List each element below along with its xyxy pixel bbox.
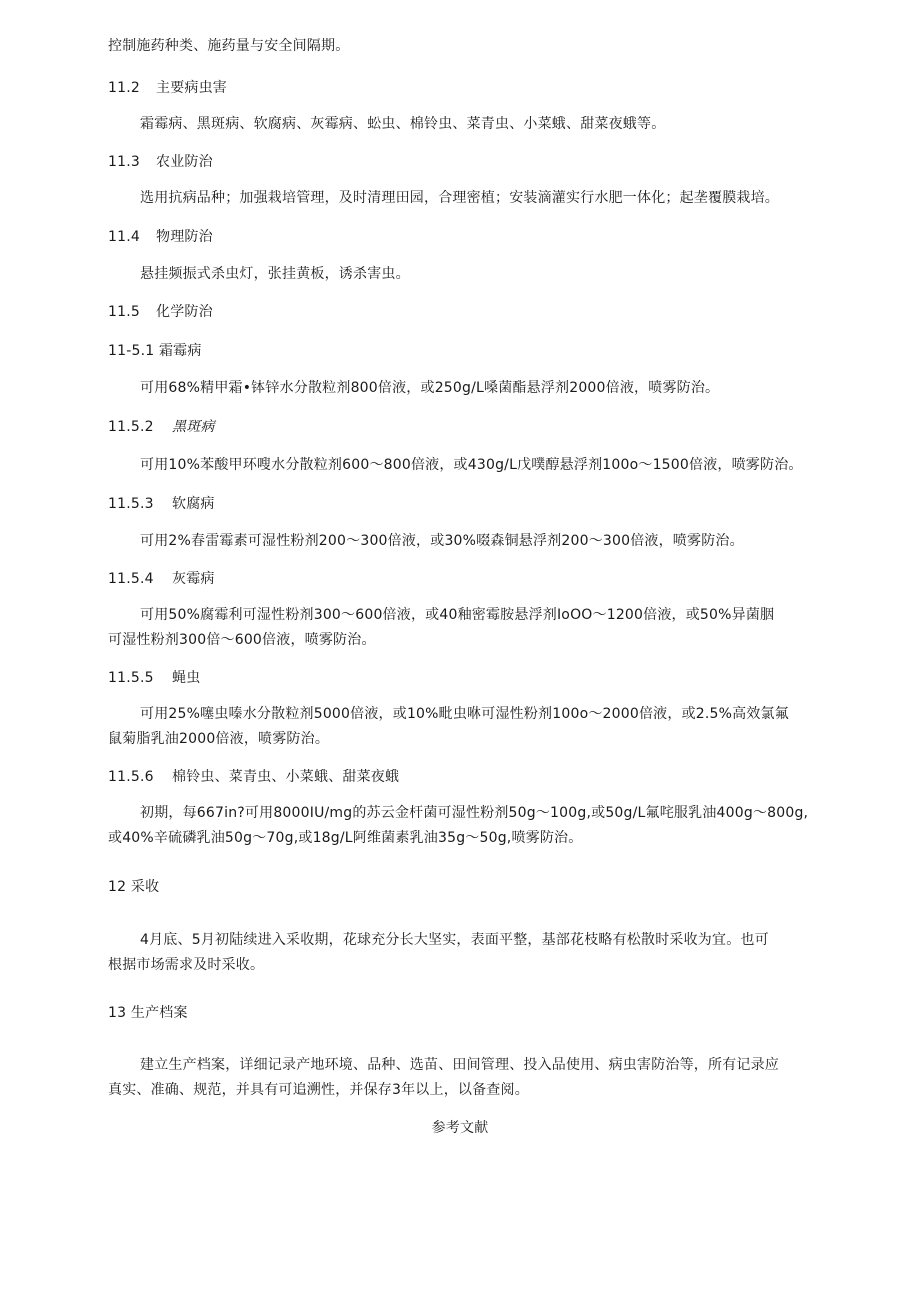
section-title: 软腐病	[172, 496, 215, 512]
section-heading-11-5	[108, 302, 213, 322]
section-heading-11-5-1: 11-5.1 霜霉病	[108, 343, 202, 359]
section-body-11-3: 选用抗病品种；加强栽培管理，及时清理田园，合理密植；安装滴灌实行水肥一体化；起垄覆膜栽培。	[140, 190, 779, 206]
section-body-12-line1: 4月底、5月初陆续进入采收期，花球充分长大坚实，表面平整，基部花枝略有松散时采收为宜。也可	[140, 932, 769, 948]
section-heading-11-5-6	[108, 767, 399, 787]
section-number: 11.5.3	[108, 496, 154, 512]
section-title: 蝇虫	[172, 670, 201, 686]
section-number: 11.5	[108, 304, 140, 320]
section-body-11-5-3: 可用2%春雷霉素可湿性粉剂200～300倍液，或30%啜森铜悬浮剂200～300倍液，喷雾防治。	[140, 533, 744, 549]
section-title: 灰霉病	[172, 571, 215, 587]
section-title: 黑斑病	[172, 419, 215, 435]
section-body-11-5-6-line1: 初期，每667in?可用8000IU∕mg的苏云金杆菌可湿性粉剂50g～100g,或50g/L氟咤服乳油400g～800g,	[140, 805, 809, 821]
section-body-13-line2: 真实、准确、规范，并具有可追溯性，并保存3年以上，以备查阅。	[108, 1082, 529, 1098]
section-heading-11-5-4	[108, 569, 215, 589]
section-heading-11-5-2	[108, 417, 215, 437]
section-number: 11.5.5	[108, 670, 154, 686]
section-body-11-4: 悬挂频振式杀虫灯，张挂黄板，诱杀害虫。	[140, 266, 410, 282]
section-title: 棉铃虫、菜青虫、小菜蛾、甜菜夜蛾	[172, 769, 400, 785]
section-title: 化学防治	[156, 304, 213, 320]
section-number: 11.3	[108, 154, 140, 170]
section-body-11-5-6-line2: 或40%辛硫磷乳油50g～70g,或18g/L阿维菌素乳油35g～50g,喷雾防治。	[108, 830, 583, 846]
section-body-11-5-5-line1: 可用25%噻虫嗪水分散粒剂5000倍液，或10%毗虫咻可湿性粉剂100o～2000倍液，或2.5%高效氯氟	[140, 706, 789, 722]
section-body-12-line2: 根据市场需求及时采收。	[108, 957, 265, 973]
section-heading-11-3	[108, 152, 213, 172]
section-body-11-5-1: 可用68%精甲霜•钵锌水分散粒剂800倍液，或250g/L嗓菌酯悬浮剂2000倍液，喷雾防治。	[140, 380, 720, 396]
section-body-11-5-2: 可用10%苯酸甲环嗖水分散粒剂600～800倍液，或430g/L戊噗醇悬浮剂100o～1500倍液，喷雾防治。	[140, 457, 803, 473]
section-number: 11.4	[108, 229, 140, 245]
section-heading-11-5-3	[108, 494, 215, 514]
references-title: 参考文献	[431, 1120, 489, 1136]
section-body-11-5-5-line2: 鼠菊脂乳油2000倍液，喷雾防治。	[108, 731, 330, 747]
section-heading-13: 13 生产档案	[108, 1005, 188, 1021]
section-heading-11-5-5	[108, 668, 200, 688]
section-body-13-line1: 建立生产档案，详细记录产地环境、品种、选苗、田间管理、投入品使用、病虫害防治等，所有记录应	[140, 1057, 779, 1073]
section-number: 11.5.6	[108, 769, 154, 785]
section-heading-11-2	[108, 78, 227, 98]
section-number: 11.5.2	[108, 419, 154, 435]
section-heading-12: 12 采收	[108, 879, 160, 895]
intro-line: 控制施药种类、施药量与安全间隔期。	[108, 38, 350, 54]
section-body-11-5-4-line1: 可用50%腐霉利可湿性粉剂300～600倍液，或40釉密霉胺悬浮剂IoOO～1200倍液，或50%异菌胭	[140, 607, 775, 623]
section-body-11-2: 霜霉病、黑斑病、软腐病、灰霉病、蚣虫、棉铃虫、菜青虫、小菜蛾、甜菜夜蛾等。	[140, 116, 666, 132]
section-title: 主要病虫害	[156, 80, 227, 96]
section-number: 11.2	[108, 80, 140, 96]
section-number: 11.5.4	[108, 571, 154, 587]
section-title: 农业防治	[156, 154, 213, 170]
section-body-11-5-4-line2: 可湿性粉剂300倍～600倍液，喷雾防治。	[108, 632, 376, 648]
section-title: 物理防治	[156, 229, 213, 245]
section-heading-11-4	[108, 227, 213, 247]
